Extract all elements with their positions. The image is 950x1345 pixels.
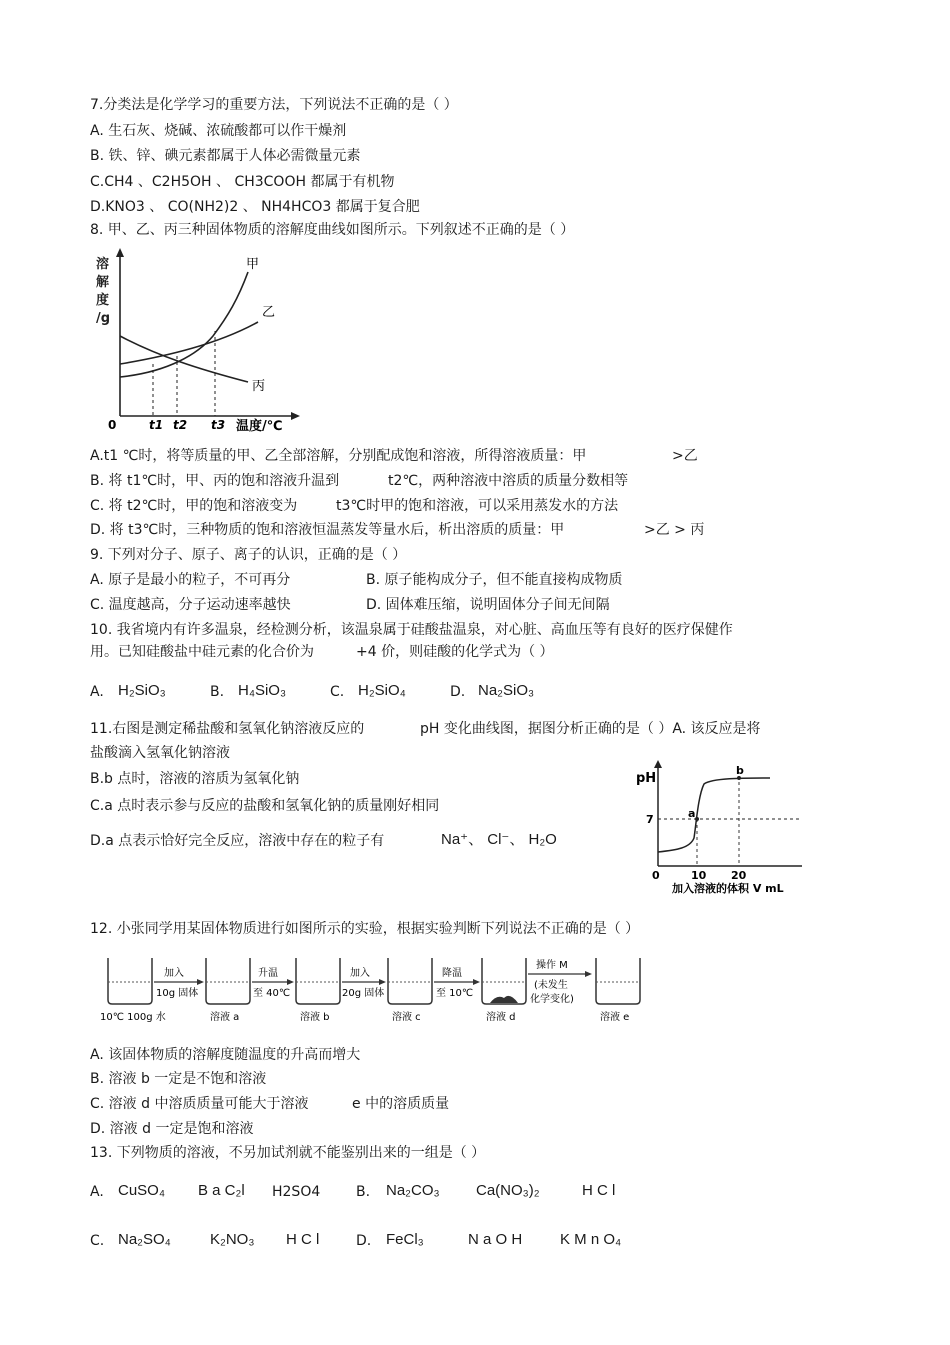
ph-curve <box>658 778 770 852</box>
t3-tick-label: t3 <box>211 418 226 432</box>
q10-stem-line2-tail: +4 价，则硅酸的化学式为（ ） <box>356 644 554 660</box>
q13-option-c-item-2: K₂NO₃ <box>210 1231 255 1248</box>
beaker-start-label: 10℃ 100g 水 <box>100 1012 166 1023</box>
solution-d-label: 溶液 d <box>486 1012 516 1023</box>
q8-option-d-tail: >乙 > 丙 <box>644 522 705 538</box>
q13-option-d-item-3: K M n O₄ <box>560 1231 622 1248</box>
arrow-step-3 <box>342 966 386 999</box>
step-4-top: 降温 <box>442 968 462 979</box>
arrow-step-1 <box>154 966 204 999</box>
q10-option-d-formula: Na₂SiO₃ <box>478 682 535 699</box>
step-3-bottom: 20g 固体 <box>342 988 385 999</box>
q9-option-c: C. 温度越高，分子运动速率越快 <box>90 597 291 613</box>
curve-bing-label: 丙 <box>252 379 266 394</box>
t2-tick-label: t2 <box>173 418 188 432</box>
beaker-d <box>482 958 526 1023</box>
q12-option-c-tail: e 中的溶质质量 <box>352 1096 450 1112</box>
q12-option-a: A. 该固体物质的溶解度随温度的升高而增大 <box>90 1047 361 1063</box>
q13-option-b-label: B. <box>356 1184 371 1200</box>
step-5-top: 操作 M <box>536 960 568 971</box>
q12-option-c: C. 溶液 d 中溶质质量可能大于溶液 <box>90 1096 309 1112</box>
q13-option-b-item-2: Ca(NO₃)₂ <box>476 1182 540 1199</box>
y-label-char-4: /g <box>96 311 111 326</box>
q9-option-b: B. 原子能构成分子，但不能直接构成物质 <box>366 572 623 588</box>
ph-curve-figure <box>632 756 810 902</box>
step-2-top: 升温 <box>258 968 278 979</box>
step-1-top: 加入 <box>164 968 184 979</box>
q13-option-d-item-2: N a O H <box>468 1231 523 1248</box>
ph-y-axis-arrow-icon <box>654 760 662 768</box>
solution-a-label: 溶液 a <box>210 1012 240 1023</box>
ph-x-tick-10: 10 <box>691 869 707 882</box>
q8-option-b-tail: t2℃，两种溶液中溶质的质量分数相等 <box>388 473 629 489</box>
q13-option-a-item-1: CuSO₄ <box>118 1182 165 1199</box>
curve-yi <box>120 322 258 364</box>
q13-option-a-label: A. <box>90 1184 104 1200</box>
curve-jia-label: 甲 <box>246 257 260 272</box>
step-3-top: 加入 <box>350 968 370 979</box>
q13-option-c-item-1: Na₂SO₄ <box>118 1231 171 1248</box>
q10-option-c-formula: H₂SiO₄ <box>358 682 406 699</box>
q11-stem-line1: 11.右图是测定稀盐酸和氢氧化钠溶液反应的 <box>90 721 365 737</box>
q13-option-b-item-3: H C l <box>582 1182 616 1199</box>
precipitate-icon <box>490 996 518 1003</box>
q11-stem-line2: 盐酸滴入氢氧化钠溶液 <box>90 745 230 761</box>
q10-option-a-label: A. <box>90 684 104 700</box>
beaker-a <box>206 958 250 1023</box>
q7-option-c: C.CH4 、C2H5OH 、 CH3COOH 都属于有机物 <box>90 174 395 190</box>
q13-option-b-item-1: Na₂CO₃ <box>386 1182 440 1199</box>
q13-option-c-item-3: H C l <box>286 1231 320 1248</box>
curve-yi-label: 乙 <box>262 305 276 320</box>
beaker-e <box>596 958 640 1023</box>
solution-e-label: 溶液 e <box>600 1012 630 1023</box>
ph-7-label: 7 <box>646 813 654 826</box>
q10-option-b-formula: H₄SiO₃ <box>238 682 287 699</box>
ph-x-axis-label: 加入溶液的体积 V mL <box>672 882 784 895</box>
ph-point-b-label: b <box>736 764 744 777</box>
q9-option-d: D. 固体难压缩，说明固体分子间无间隔 <box>366 597 610 613</box>
step-2-bottom: 至 40℃ <box>253 988 291 999</box>
step-4-bottom: 至 10℃ <box>436 988 474 999</box>
ph-x-tick-20: 20 <box>731 869 747 882</box>
q7-option-a: A. 生石灰、烧碱、浓硫酸都可以作干燥剂 <box>90 123 347 139</box>
y-label-char-1: 溶 <box>96 257 110 272</box>
y-label-char-3: 度 <box>96 293 110 308</box>
q8-option-b: B. 将 t1℃时，甲、丙的饱和溶液升温到 <box>90 473 340 489</box>
q10-stem-line2: 用。已知硅酸盐中硅元素的化合价为 <box>90 644 314 660</box>
y-label-char-2: 解 <box>96 275 110 290</box>
q9-option-a: A. 原子是最小的粒子，不可再分 <box>90 572 291 588</box>
q11-option-d-ions: Na⁺、 Cl⁻、 H₂O <box>441 831 557 848</box>
q12-option-d: D. 溶液 d 一定是饱和溶液 <box>90 1121 254 1137</box>
q8-option-c-tail: t3℃时甲的饱和溶液，可以采用蒸发水的方法 <box>336 498 619 514</box>
q10-option-b-label: B. <box>210 684 225 700</box>
q13-stem: 13. 下列物质的溶液，不另加试剂就不能鉴别出来的一组是（ ） <box>90 1145 486 1161</box>
ph-point-a-label: a <box>688 807 696 820</box>
q11-option-c: C.a 点时表示参与反应的盐酸和氢氧化钠的质量刚好相同 <box>90 798 440 814</box>
q13-option-a-item-2: B a C₂l <box>198 1182 245 1199</box>
q10-stem-line1: 10. 我省境内有许多温泉，经检测分析，该温泉属于硅酸盐温泉，对心脏、高血压等有良好的医疗保健作 <box>90 622 733 638</box>
ph-origin-label: 0 <box>652 869 660 882</box>
x-axis-label: 温度/℃ <box>236 419 283 434</box>
solution-b-label: 溶液 b <box>300 1012 330 1023</box>
q13-option-c-label: C. <box>90 1233 105 1249</box>
beaker-b <box>296 958 340 1023</box>
q8-option-d: D. 将 t3℃时，三种物质的饱和溶液恒温蒸发等量水后，析出溶质的质量：甲 <box>90 522 565 538</box>
q13-option-d-label: D. <box>356 1233 372 1249</box>
t1-tick-label: t1 <box>149 418 164 432</box>
q8-stem: 8. 甲、乙、丙三种固体物质的溶解度曲线如图所示。下列叙述不正确的是（ ） <box>90 222 575 238</box>
q10-option-a-formula: H₂SiO₃ <box>118 682 166 699</box>
q7-option-b: B. 铁、锌、碘元素都属于人体必需微量元素 <box>90 148 361 164</box>
step-5-bottom: (未发生 <box>534 980 568 991</box>
arrow-step-2 <box>252 966 294 999</box>
q7-option-d: D.KNO3 、 CO(NH2)2 、 NH4HCO3 都属于复合肥 <box>90 199 420 215</box>
q12-stem: 12. 小张同学用某固体物质进行如图所示的实验，根据实验判断下列说法不正确的是（ ） <box>90 921 640 937</box>
q11-option-d: D.a 点表示恰好完全反应，溶液中存在的粒子有 <box>90 833 385 849</box>
q12-option-b: B. 溶液 b 一定是不饱和溶液 <box>90 1071 267 1087</box>
q10-option-c-label: C. <box>330 684 345 700</box>
q13-option-a-item-3: H2SO4 <box>272 1184 321 1200</box>
step-1-bottom: 10g 固体 <box>156 988 199 999</box>
q11-stem-line1-tail: pH 变化曲线图，据图分析正确的是（ ）A. 该反应是将 <box>420 721 761 737</box>
solubility-y-label <box>96 256 110 326</box>
q11-option-b: B.b 点时，溶液的溶质为氢氧化钠 <box>90 771 300 787</box>
solubility-curve-figure <box>88 244 308 439</box>
arrow-step-5 <box>528 958 592 1005</box>
q8-option-a: A.t1 ℃时，将等质量的甲、乙全部溶解，分别配成饱和溶液，所得溶液质量：甲 <box>90 448 587 464</box>
solution-c-label: 溶液 c <box>392 1012 421 1023</box>
ph-point-a <box>695 817 699 821</box>
q10-option-d-label: D. <box>450 684 466 700</box>
q8-option-a-tail: >乙 <box>672 448 698 464</box>
q7-stem: 7.分类法是化学学习的重要方法，下列说法不正确的是（ ） <box>90 97 458 113</box>
origin-label: 0 <box>108 418 117 432</box>
y-axis-arrow-icon <box>116 248 124 257</box>
q9-stem: 9. 下列对分子、原子、离子的认识，正确的是（ ） <box>90 547 407 563</box>
x-axis-arrow-icon <box>291 412 300 420</box>
q13-option-d-item-1: FeCl₃ <box>386 1231 424 1248</box>
step-5-bottom-2: 化学变化) <box>530 994 574 1005</box>
ph-y-label: pH <box>636 771 657 786</box>
experiment-flow-figure <box>92 948 652 1030</box>
q8-option-c: C. 将 t2℃时，甲的饱和溶液变为 <box>90 498 298 514</box>
beaker-c <box>388 958 432 1023</box>
arrow-step-4 <box>434 966 480 999</box>
